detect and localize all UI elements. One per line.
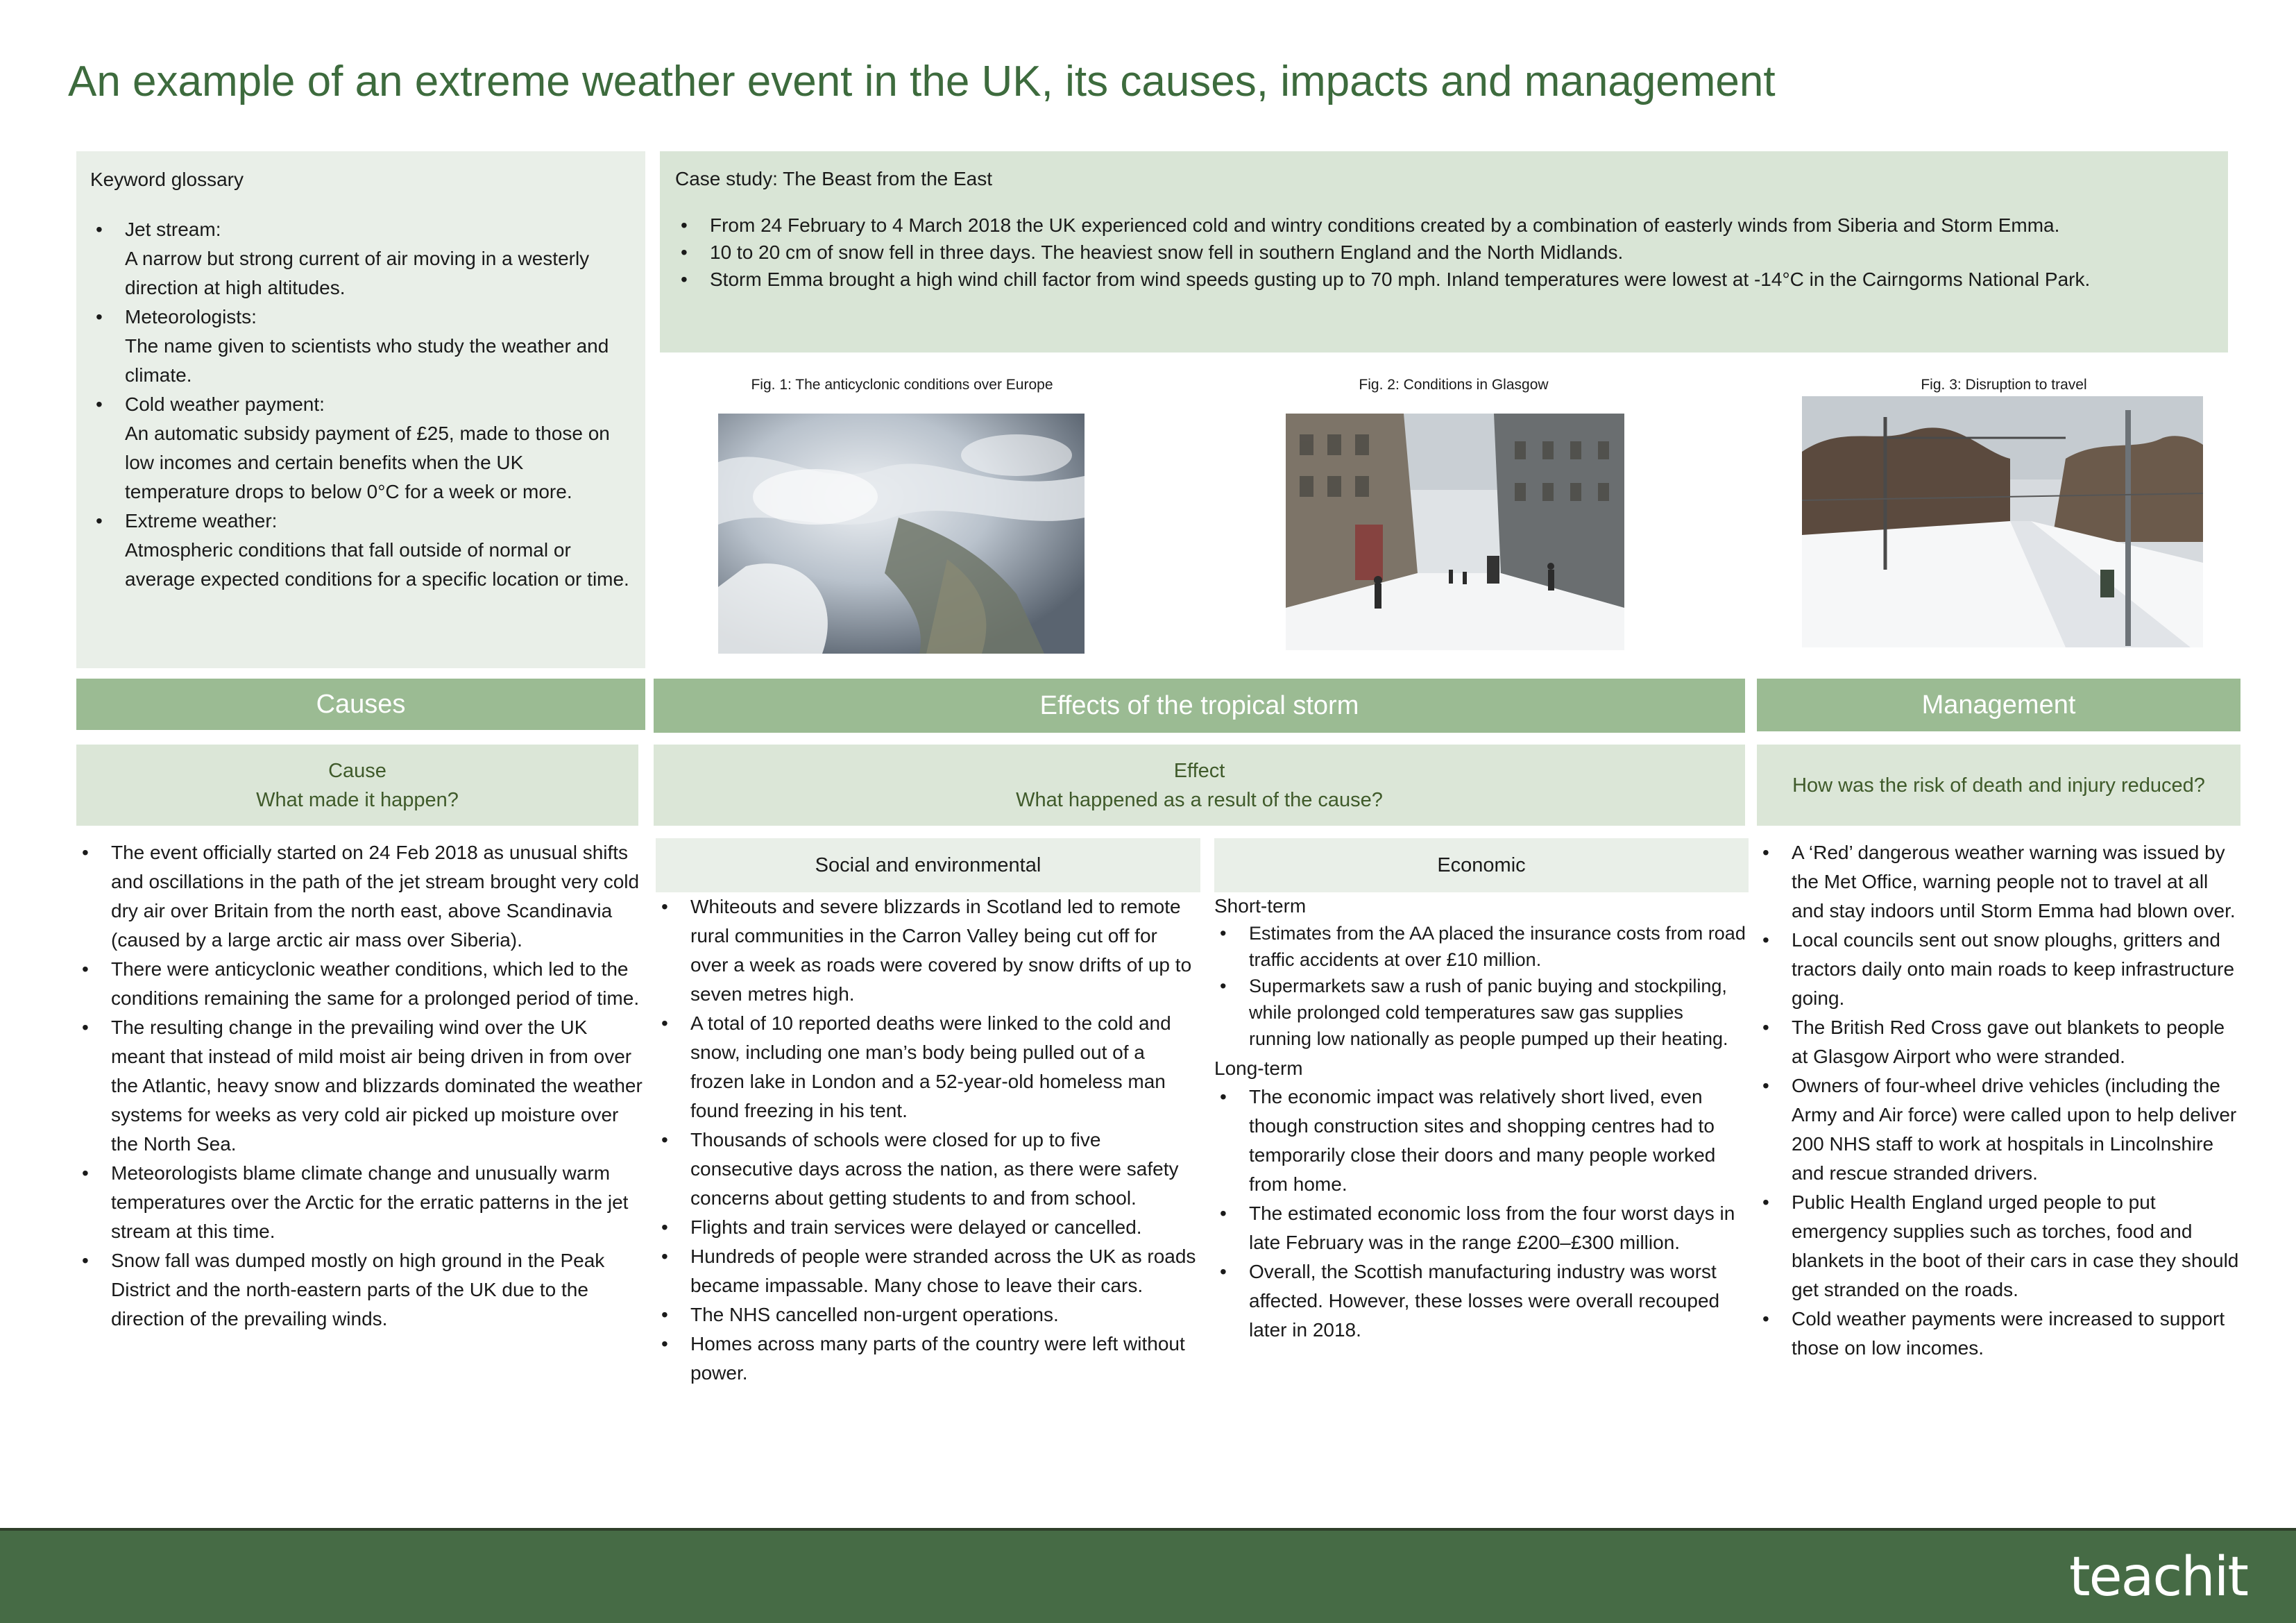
management-bullet: • The British Red Cross gave out blankets to people at Glasgow Airport who were stranded.: [1757, 1013, 2240, 1071]
figure-2-caption: Fig. 2: Conditions in Glasgow: [1359, 377, 1549, 393]
management-list: [1757, 838, 2240, 1363]
management-subheader: [1757, 745, 2240, 826]
management-bullet: • Local councils sent out snow ploughs, gritters and tractors daily onto main roads to keep infrastructure going.: [1757, 926, 2240, 1013]
glossary-definition: A narrow but strong current of air moving in a westerly direction at high altitudes.: [125, 248, 590, 298]
management-header: Management: [1757, 679, 2240, 731]
figure-1-satellite-image: [718, 414, 1085, 654]
effects-subheader: [654, 745, 1745, 826]
social-bullet: • A total of 10 reported deaths were linked to the cold and snow, including one man’s body being pulled out of a frozen lake in London and a 52-year-old homeless man found freezing in his tent.: [656, 1009, 1200, 1125]
economic-header: Economic: [1214, 838, 1749, 892]
case-study-bullet: • From 24 February to 4 March 2018 the UK experienced cold and wintry conditions created by a combination of easterly winds from Siberia and Storm Emma.: [675, 212, 2214, 239]
case-study-bullet: • Storm Emma brought a high wind chill factor from wind speeds gusting up to 70 mph. Inland temperatures were lowest at -14°C in the Cairngorms National Park.: [675, 266, 2214, 293]
management-bullet: • Public Health England urged people to put emergency supplies such as torches, food and blankets in the boot of their cars in case they should get stranded on the roads.: [1757, 1188, 2240, 1305]
causes-list: [76, 838, 645, 1334]
social-bullet: • Homes across many parts of the country were left without power.: [656, 1329, 1200, 1388]
cause-bullet: • Meteorologists blame climate change and unusually warm temperatures over the Arctic for the erratic patterns in the jet stream at this time.: [76, 1159, 645, 1246]
management-bullet: • Owners of four-wheel drive vehicles (including the Army and Air force) were called upon to help deliver 200 NHS staff to work at hospitals in Lincolnshire and rescue stranded drivers.: [1757, 1071, 2240, 1188]
effects-subheader-line2: What happened as a result of the cause?: [1016, 788, 1383, 811]
management-subheader-line1: How was the risk of death and injury reduced?: [1792, 774, 2205, 797]
short-term-list: [1214, 920, 1749, 1052]
social-list: [656, 892, 1200, 1388]
effects-header: Effects of the tropical storm: [654, 679, 1745, 733]
management-bullet: • Cold weather payments were increased to support those on low incomes.: [1757, 1305, 2240, 1363]
social-bullet: • Flights and train services were delayed or cancelled.: [656, 1213, 1200, 1242]
glossary-item: [90, 390, 631, 507]
social-bullet: • Hundreds of people were stranded across the UK as roads became impassable. Many chose to leave their cars.: [656, 1242, 1200, 1300]
glossary-definition: The name given to scientists who study the weather and climate.: [125, 335, 609, 386]
long-term-bullet: • The economic impact was relatively short lived, even though construction sites and shopping centres had to temporarily close their doors and many people worked from home.: [1214, 1082, 1749, 1199]
short-term-bullet: • Supermarkets saw a rush of panic buying and stockpiling, while prolonged cold temperatures saw gas supplies running low nationally as people pumped up their heating.: [1214, 973, 1749, 1052]
glossary-heading: Keyword glossary: [90, 169, 244, 190]
short-term-bullet: • Estimates from the AA placed the insurance costs from road traffic accidents at over £10 million.: [1214, 920, 1749, 973]
long-term-label: Long-term: [1214, 1057, 1303, 1079]
glossary-item: [90, 507, 631, 594]
long-term-list: [1214, 1082, 1749, 1345]
glossary-definition: An automatic subsidy payment of £25, made to those on low incomes and certain benefits when the UK temperature drops to below 0°C for a week or more.: [125, 423, 610, 502]
effects-subheader-line1: Effect: [1173, 759, 1225, 782]
glossary-term: • Meteorologists:: [125, 306, 257, 328]
causes-body: [76, 838, 645, 1407]
glossary-term: • Cold weather payment:: [125, 393, 325, 415]
social-bullet: • The NHS cancelled non-urgent operations.: [656, 1300, 1200, 1329]
social-environmental-header: Social and environmental: [656, 838, 1200, 892]
social-bullet: • Thousands of schools were closed for up to five consecutive days across the nation, as there were safety concerns about getting students to and from school.: [656, 1125, 1200, 1213]
page-title: An example of an extreme weather event in the UK, its causes, impacts and management: [68, 58, 1776, 105]
glossary-definition: Atmospheric conditions that fall outside of normal or average expected conditions for a specific location or time.: [125, 539, 629, 590]
figure-2-glasgow-photo: [1286, 414, 1624, 650]
case-study-bullet: • 10 to 20 cm of snow fell in three days. The heaviest snow fell in southern England and the North Midlands.: [675, 239, 2214, 266]
figure-3-railway-photo: [1802, 396, 2203, 647]
glossary-term: • Jet stream:: [125, 219, 221, 240]
cause-bullet: • Snow fall was dumped mostly on high ground in the Peak District and the north-eastern parts of the UK due to the direction of the prevailing winds.: [76, 1246, 645, 1334]
long-term-bullet: • Overall, the Scottish manufacturing industry was worst affected. However, these losses were overall recouped later in 2018.: [1214, 1257, 1749, 1345]
footer-bar: [0, 1528, 2296, 1623]
social-environmental-body: [656, 892, 1200, 1461]
case-study-heading: Case study: The Beast from the East: [675, 168, 993, 189]
cause-bullet: • The resulting change in the prevailing wind over the UK meant that instead of mild moist air being driven in from over the Atlantic, heavy snow and blizzards dominated the weather systems for weeks as very cold air picked up moisture over the North Sea.: [76, 1013, 645, 1159]
glossary-list: [90, 215, 631, 594]
causes-subheader-line1: Cause: [328, 759, 386, 782]
figure-1-caption: Fig. 1: The anticyclonic conditions over Europe: [751, 377, 1053, 393]
management-bullet: • A ‘Red’ dangerous weather warning was issued by the Met Office, warning people not to travel at all and stay indoors until Storm Emma had blown over.: [1757, 838, 2240, 926]
teachit-logo: teachit: [2069, 1546, 2247, 1608]
case-study-list: [675, 212, 2214, 293]
figure-3-caption: Fig. 3: Disruption to travel: [1921, 377, 2087, 393]
case-study-panel: [660, 151, 2228, 352]
causes-subheader: [76, 745, 638, 826]
glossary-term: • Extreme weather:: [125, 510, 278, 532]
long-term-bullet: • The estimated economic loss from the four worst days in late February was in the range £200–£300 million.: [1214, 1199, 1749, 1257]
cause-bullet: • The event officially started on 24 Feb 2018 as unusual shifts and oscillations in the path of the jet stream brought very cold dry air over Britain from the north east, above Scandinavia (caused by a large arctic air mass over Siberia).: [76, 838, 645, 955]
glossary-item: [90, 215, 631, 303]
keyword-glossary: [76, 151, 645, 668]
cause-bullet: • There were anticyclonic weather conditions, which led to the conditions remaining the same for a prolonged period of time.: [76, 955, 645, 1013]
management-body: [1757, 838, 2240, 1463]
short-term-label: Short-term: [1214, 895, 1307, 917]
economic-body: [1214, 892, 1749, 1461]
causes-subheader-line2: What made it happen?: [256, 788, 459, 811]
glossary-item: [90, 303, 631, 390]
social-bullet: • Whiteouts and severe blizzards in Scotland led to remote rural communities in the Carron Valley being cut off for over a week as roads were covered by snow drifts of up to seven metres high.: [656, 892, 1200, 1009]
causes-header: Causes: [76, 679, 645, 730]
